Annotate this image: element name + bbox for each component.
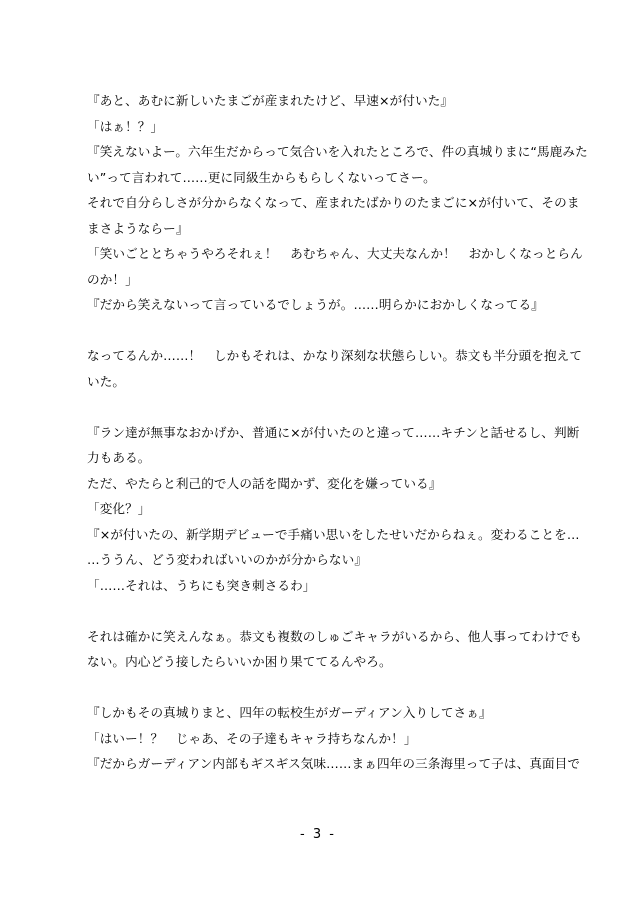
text-line: ない。内心どう接したらいいか困り果ててるんやろ。 xyxy=(87,654,392,669)
text-line: 力もある。 xyxy=(87,450,151,465)
blank-line xyxy=(87,318,565,344)
text-line: 『ラン達が無事なおかげか、普通に×が付いたのと違って……キチンと話せるし、判断 xyxy=(87,424,580,440)
blank-line xyxy=(87,598,565,624)
text-line: それは確かに笑えんなぁ。恭文も複数のしゅごキャラがいるから、他人事ってわけでも xyxy=(87,628,583,644)
text-line: 『だからガーディアン内部もギスギス気味……まぁ四年の三条海里って子は、真面目で xyxy=(87,756,581,771)
text-line: いた。 xyxy=(87,373,126,389)
text-line: 『笑えないよー。六年生だからって気合いを入れたところで、件の真城りまに“馬鹿みた xyxy=(87,144,588,159)
text-line: 「……それは、うちにも突き刺さるわ」 xyxy=(87,577,316,593)
page-number: - 3 - xyxy=(300,827,336,842)
text-line: い”って言われて……更に同級生からもらしくないってさー。 xyxy=(87,169,436,185)
text-line: なってるんか……！ しかもそれは、かなり深刻な状態らしい。恭文も半分頭を抱えて xyxy=(87,348,583,363)
text-line: 「はいー！？ じゃあ、その子達もキャラ持ちなんか！」 xyxy=(87,730,417,746)
body-text xyxy=(87,88,588,777)
text-line: …ううん、どう変わればいいのかが分からない』 xyxy=(87,552,368,567)
text-line: 「はぁ！？」 xyxy=(87,118,164,134)
text-line: 『だから笑えないって言っているでしょうが。……明らかにおかしくなってる』 xyxy=(87,297,544,312)
text-line: 『×が付いたの、新学期デビューで手痛い思いをしたせいだからねぇ。変わることを… xyxy=(87,526,580,542)
text-line: 「変化？」 xyxy=(87,501,151,516)
blank-line xyxy=(87,675,565,701)
text-line: のか！」 xyxy=(87,271,138,287)
text-line: まさようならー』 xyxy=(87,220,189,236)
text-line: 『しかもその真城りまと、四年の転校生がガーディアン入りしてさぁ』 xyxy=(87,705,492,720)
text-line: ただ、やたらと利己的で人の話を聞かず、変化を嫌っている』 xyxy=(87,475,442,491)
text-line: それで自分らしさが分からなくなって、産まれたばかりのたまごに×が付いて、そのま xyxy=(87,195,580,210)
blank-line xyxy=(87,394,565,420)
text-line: 「笑いごととちゃうやろそれぇ！ あむちゃん、大丈夫なんか！ おかしくなっとらん xyxy=(87,246,583,261)
text-line: 『あと、あむに新しいたまごが産まれたけど、早速×が付いた』 xyxy=(87,93,454,108)
